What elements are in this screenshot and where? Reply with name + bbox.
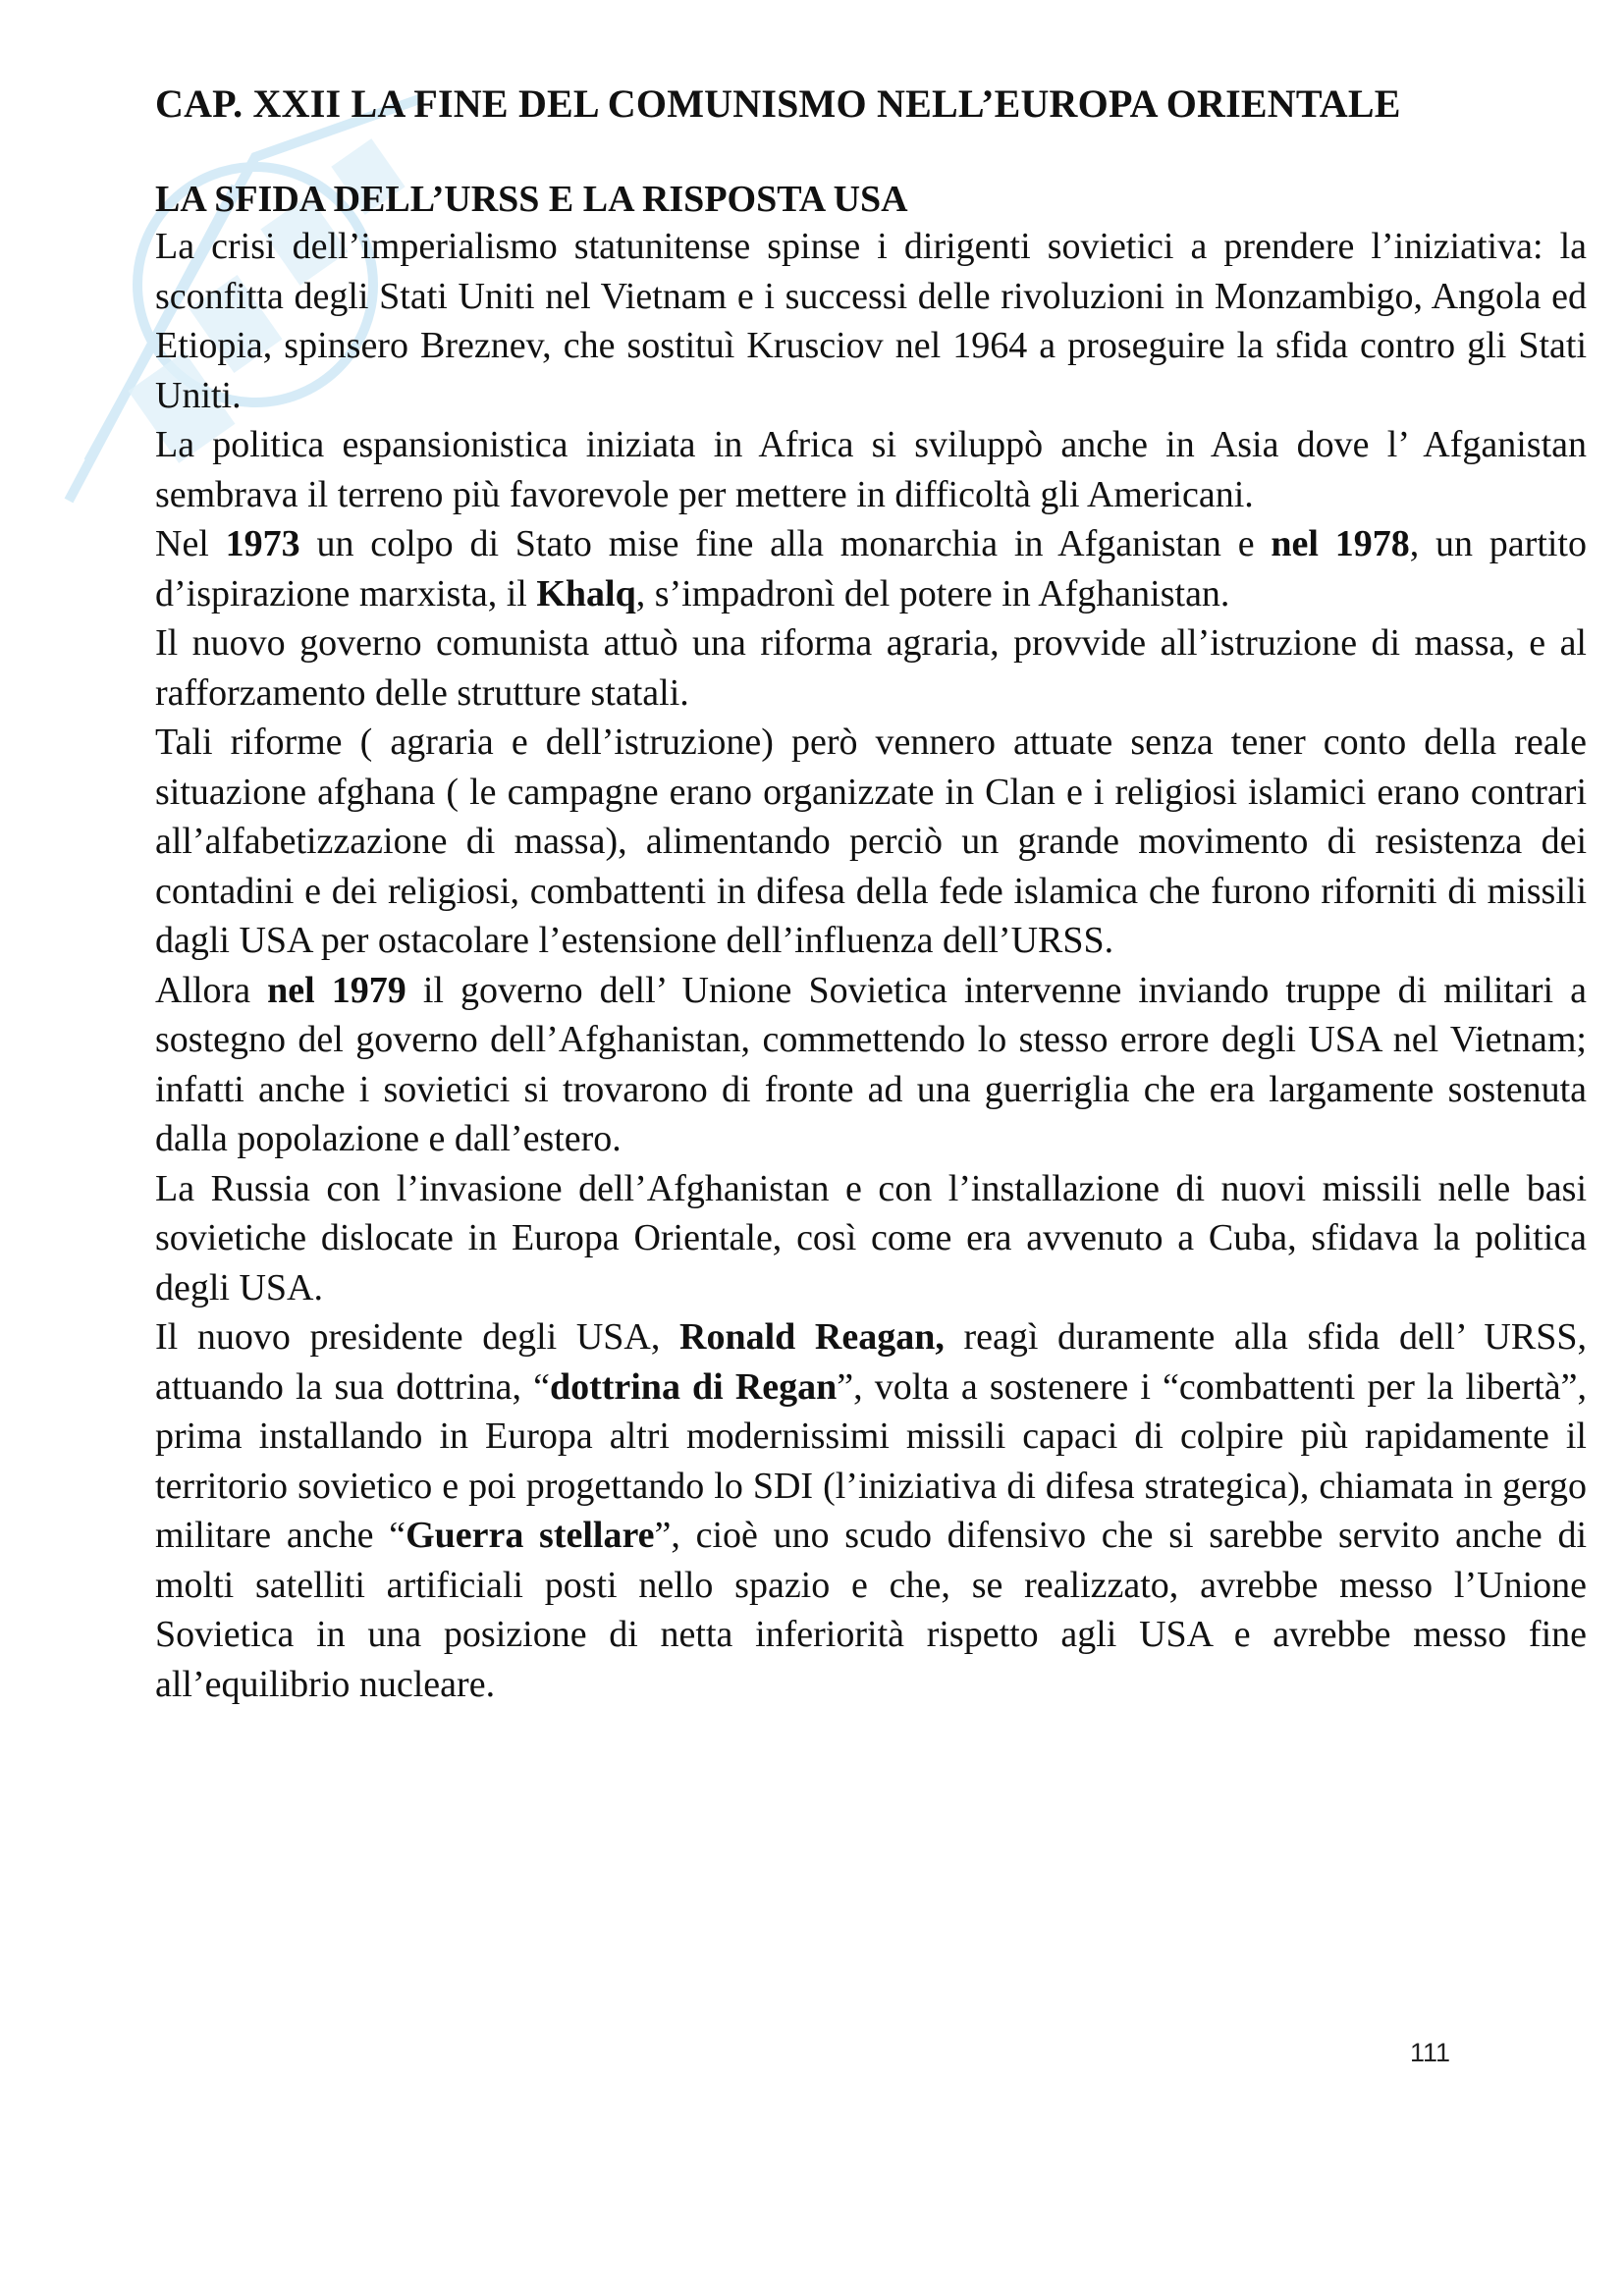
paragraph-text: Il nuovo governo comunista attuò una riforma agraria, provvide all’istruzione di massa, e al rafforzamento delle strutture statali. xyxy=(155,622,1587,714)
paragraph xyxy=(155,966,1587,1164)
paragraph xyxy=(155,519,1587,618)
document-body xyxy=(155,79,1587,1709)
bold-text: dottrina di Regan xyxy=(549,1365,838,1408)
paragraph-text: un colpo di Stato mise fine alla monarchia in Afganistan e xyxy=(299,523,1272,564)
bold-text: 1973 xyxy=(225,523,300,564)
paragraph xyxy=(155,420,1587,519)
paragraph-text: reagì duramente alla sfida dell’ URSS, attuando la sua dottrina, “ xyxy=(155,1316,1587,1408)
page-number: 111 xyxy=(1410,2038,1451,2067)
paragraph xyxy=(155,718,1587,966)
section-title: LA SFIDA DELL’URSS E LA RISPOSTA USA xyxy=(155,179,908,220)
paragraph-text: La politica espansionistica iniziata in Africa si sviluppò anche in Asia dove l’ Afganistan sembrava il terreno più favorevole per mettere in difficoltà gli Americani. xyxy=(155,424,1587,515)
paragraph-text: Tali riforme ( agraria e dell’istruzione) però vennero attuate senza tener conto della reale situazione afghana ( le campagne erano organizzate in Clan e i religiosi islamici erano contrari all’alfabetizzazione di massa), alimentando perciò un grande movimento di resistenza dei contadini e dei religiosi, combattenti in difesa della fede islamica che furono riforniti di missili dagli USA per ostacolare l’estensione dell’influenza dell’URSS. xyxy=(155,721,1587,961)
bold-text: nel 1979 xyxy=(267,969,406,1011)
paragraph-text: , s’impadronì del potere in Afghanistan. xyxy=(635,572,1230,614)
paragraph-text: , un partito d’ispirazione marxista, il xyxy=(155,523,1587,614)
paragraph-text: ”, volta a sostenere i “combattenti per la libertà”, prima installando in Europa altri modernissimi missili capaci di colpire più rapidamente il territorio sovietico e poi progettando lo SDI (l’iniziativa di difesa strategica), chiamata in gergo militare anche “ xyxy=(155,1365,1587,1556)
chapter-title: CAP. XXII LA FINE DEL COMUNISMO NELL’EUROPA ORIENTALE xyxy=(155,81,1401,126)
paragraph-text: La crisi dell’imperialismo statunitense spinse i dirigenti sovietici a prendere l’iniziativa: la sconfitta degli Stati Uniti nel Vietnam e i successi delle rivoluzioni in Monzambigo, Angola ed Etiopia, spinsero Breznev, che sostituì Krusciov nel 1964 a proseguire la sfida contro gli Stati Uniti. xyxy=(155,226,1587,416)
paragraph xyxy=(155,1164,1587,1313)
paragraph xyxy=(155,1312,1587,1709)
paragraph-text: Il nuovo presidente degli USA, xyxy=(155,1316,679,1358)
paragraph xyxy=(155,618,1587,718)
paragraph-text: La Russia con l’invasione dell’Afghanistan e con l’installazione di nuovi missili nelle basi sovietiche dislocate in Europa Orientale, così come era avvenuto a Cuba, sfidava la politica degli USA. xyxy=(155,1167,1587,1308)
bold-text: Guerra stellare xyxy=(406,1515,655,1556)
paragraph-text: ”, cioè uno scudo difensivo che si sarebbe servito anche di molti satelliti artificiali posti nello spazio e che, se realizzato, avrebbe messo l’Unione Sovietica in una posizione di netta inferiorità rispetto agli USA e avrebbe messo fine all’equilibrio nucleare. xyxy=(155,1515,1588,1705)
paragraph-text: il governo dell’ Unione Sovietica intervenne inviando truppe di militari a sostegno del governo dell’Afghanistan, commettendo lo stesso errore degli USA nel Vietnam; infatti anche i sovietici si trovarono di fronte ad una guerriglia che era largamente sostenuta dalla popolazione e dall’estero. xyxy=(155,969,1588,1159)
bold-text: Khalq xyxy=(536,572,636,614)
bold-text: Ronald Reagan, xyxy=(679,1316,945,1358)
paragraph-text: Allora xyxy=(155,969,268,1011)
paragraph-text: Nel xyxy=(155,523,226,564)
bold-text: nel 1978 xyxy=(1271,523,1410,564)
paragraph xyxy=(155,222,1587,420)
